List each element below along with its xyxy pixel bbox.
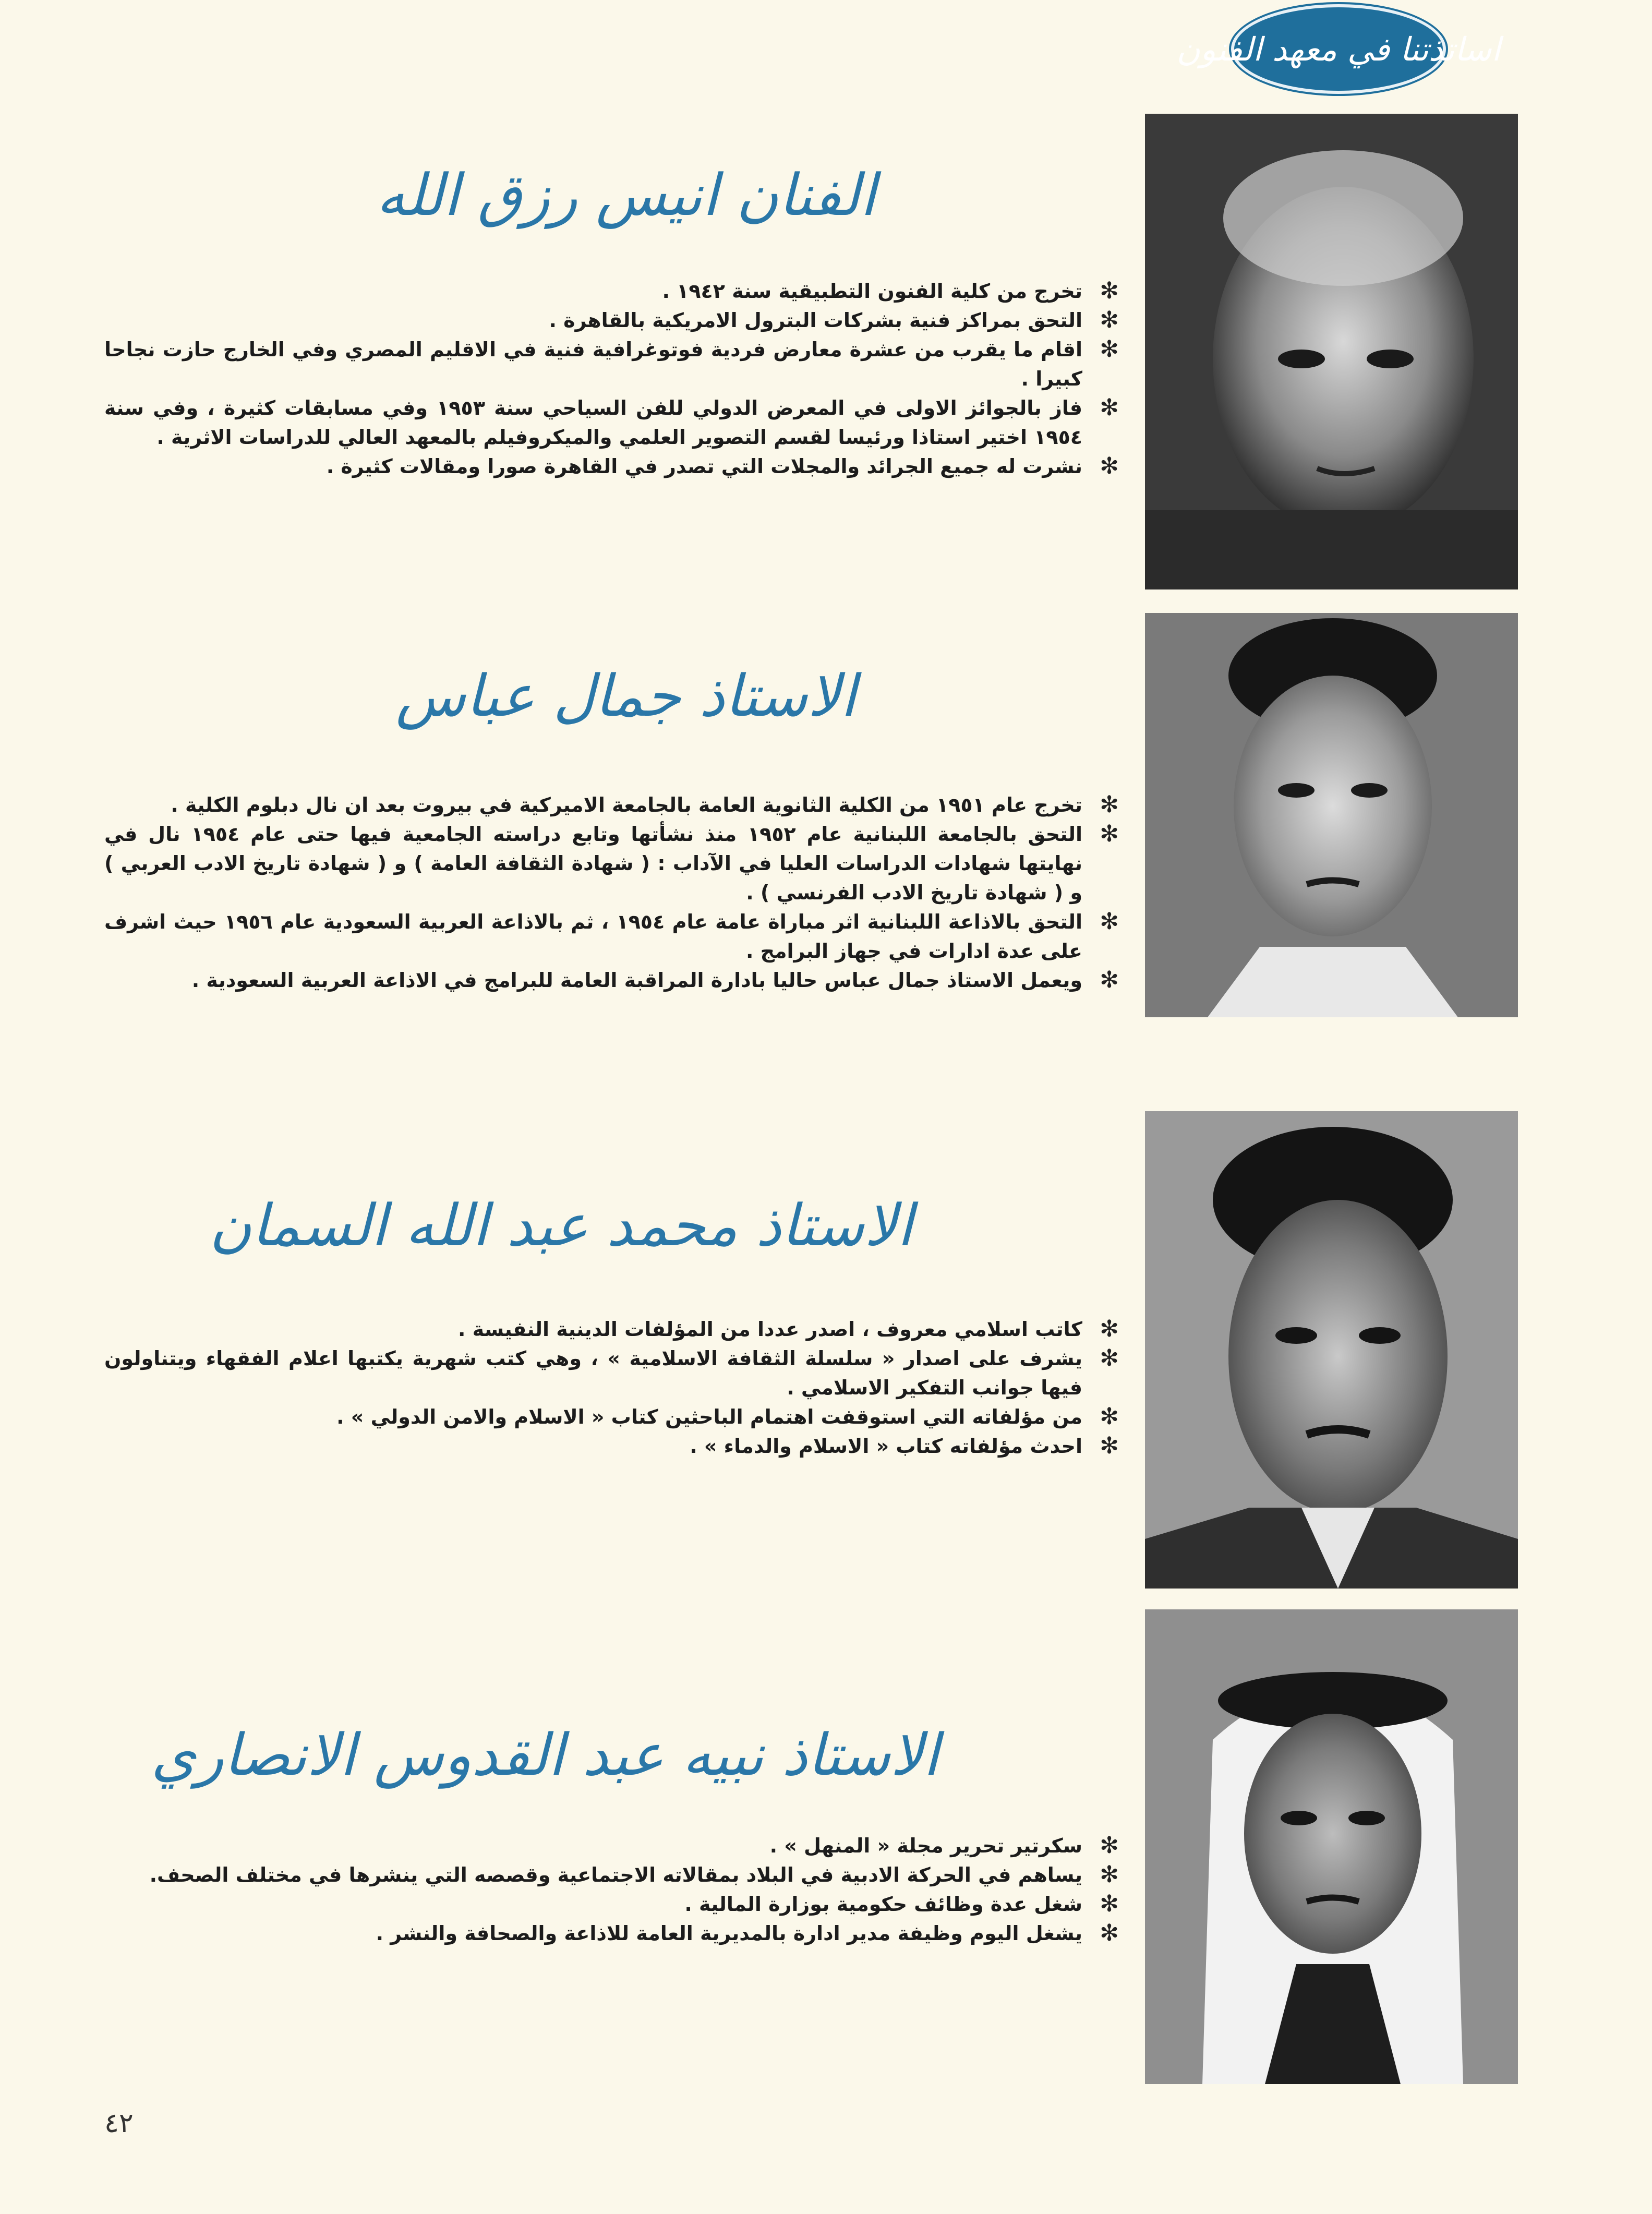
header-badge (1176, 4, 1501, 94)
bio-item: ✻ يشرف على اصدار « سلسلة الثقافة الاسلامية » ، وهي كتب شهرية يكتبها اعلام الفقهاء ويتناولون فيها جوانب التفكير الاسلامي . (104, 1345, 1119, 1399)
bio-item: ✻ تخرج عام ١٩٥١ من الكلية الثانوية العامة بالجامعة الاميركية في بيروت بعد ان نال دبلوم الكلية . (104, 790, 1119, 820)
asterisk-icon: ✻ (1100, 1832, 1119, 1859)
person-name-1: الفنان انيس رزق الله (376, 162, 876, 228)
bio-item: ✻ كاتب اسلامي معروف ، اصدر عددا من المؤلفات الدينية النفيسة . (104, 1315, 1119, 1344)
header-badge-text: اساتذتنا في معهد الفنون (1176, 30, 1501, 68)
person-name-3: الاستاذ محمد عبد الله السمان (209, 1192, 913, 1259)
asterisk-icon: ✻ (1100, 278, 1119, 304)
bio-list-2 (104, 790, 1119, 995)
portrait-photo-2 (1145, 613, 1518, 1017)
asterisk-icon: ✻ (1100, 1433, 1119, 1459)
bio-item: ✻ احدث مؤلفاته كتاب « الاسلام والدماء » . (104, 1431, 1119, 1461)
bio-list-1 (104, 276, 1119, 481)
bio-item: ✻ التحق بالاذاعة اللبنانية اثر مباراة عامة عام ١٩٥٤ ، ثم بالاذاعة العربية السعودية عام ١٩٥٦ حيث اشرف على عدة ادارات في جهاز البرامج . (104, 908, 1119, 962)
asterisk-icon: ✻ (1100, 336, 1119, 363)
bio-item: ✻ فاز بالجوائز الاولى في المعرض الدولي للفن السياحي سنة ١٩٥٣ وفي مسابقات كثيرة ، وفي سنة ١٩٥٤ اختير استاذا ورئيسا لقسم التصوير العلمي والميكروفيلم بالمعهد العالي للدراسات الاثرية . (104, 394, 1119, 449)
asterisk-icon: ✻ (1100, 791, 1119, 818)
portrait-photo-4 (1145, 1609, 1518, 2084)
bio-item: ✻ اقام ما يقرب من عشرة معارض فردية فوتوغرافية فنية في الاقليم المصري وفي الخارج حازت نجاحا كبيرا . (104, 336, 1119, 390)
bio-list-3 (104, 1315, 1119, 1461)
asterisk-icon: ✻ (1100, 1891, 1119, 1917)
asterisk-icon: ✻ (1100, 1403, 1119, 1430)
asterisk-icon: ✻ (1100, 394, 1119, 421)
bio-item: ✻ شغل عدة وظائف حكومية بوزارة المالية . (104, 1890, 1119, 1919)
asterisk-icon: ✻ (1100, 453, 1119, 479)
bio-item: ✻ يشغل اليوم وظيفة مدير ادارة بالمديرية العامة للاذاعة والصحافة والنشر . (104, 1919, 1119, 1948)
person-name-4: الاستاذ نبيه عبد القدوس الانصاري (151, 1722, 939, 1788)
asterisk-icon: ✻ (1100, 967, 1119, 993)
page-number: ٤٢ (104, 2108, 134, 2139)
person-name-2: الاستاذ جمال عباس (395, 663, 857, 729)
asterisk-icon: ✻ (1100, 307, 1119, 333)
bio-item: ✻ من مؤلفاته التي استوقفت اهتمام الباحثين كتاب « الاسلام والامن الدولي » . (104, 1402, 1119, 1431)
asterisk-icon: ✻ (1100, 1920, 1119, 1946)
asterisk-icon: ✻ (1100, 1316, 1119, 1342)
asterisk-icon: ✻ (1100, 821, 1119, 847)
bio-item: ✻ تخرج من كلية الفنون التطبيقية سنة ١٩٤٢ . (104, 276, 1119, 306)
portrait-photo-1 (1145, 114, 1518, 589)
bio-item: ✻ نشرت له جميع الجرائد والمجلات التي تصدر في القاهرة صورا ومقالات كثيرة . (104, 452, 1119, 481)
asterisk-icon: ✻ (1100, 1345, 1119, 1371)
portrait-photo-3 (1145, 1111, 1518, 1589)
bio-list-4 (104, 1831, 1119, 1948)
bio-item: ✻ ويعمل الاستاذ جمال عباس حاليا بادارة المراقبة العامة للبرامج في الاذاعة العربية السعودية . (104, 966, 1119, 995)
bio-item: ✻ التحق بالجامعة اللبنانية عام ١٩٥٢ منذ نشأتها وتابع دراسته الجامعية فيها حتى عام ١٩٥٤ نال في نهايتها شهادات الدراسات العليا في الآداب : ( شهادة الثقافة العامة ) و ( شهادة تاريخ الادب العربي ) و ( شهادة تاريخ الادب الفرنسي ) . (104, 821, 1119, 904)
asterisk-icon: ✻ (1100, 908, 1119, 935)
bio-item: ✻ التحق بمراكز فنية بشركات البترول الامريكية بالقاهرة . (104, 306, 1119, 335)
asterisk-icon: ✻ (1100, 1861, 1119, 1888)
bio-item: ✻ سكرتير تحرير مجلة « المنهل » . (104, 1831, 1119, 1860)
bio-item: ✻ يساهم في الحركة الادبية في البلاد بمقالاته الاجتماعية وقصصه التي ينشرها في مختلف الصحف. (104, 1860, 1119, 1890)
